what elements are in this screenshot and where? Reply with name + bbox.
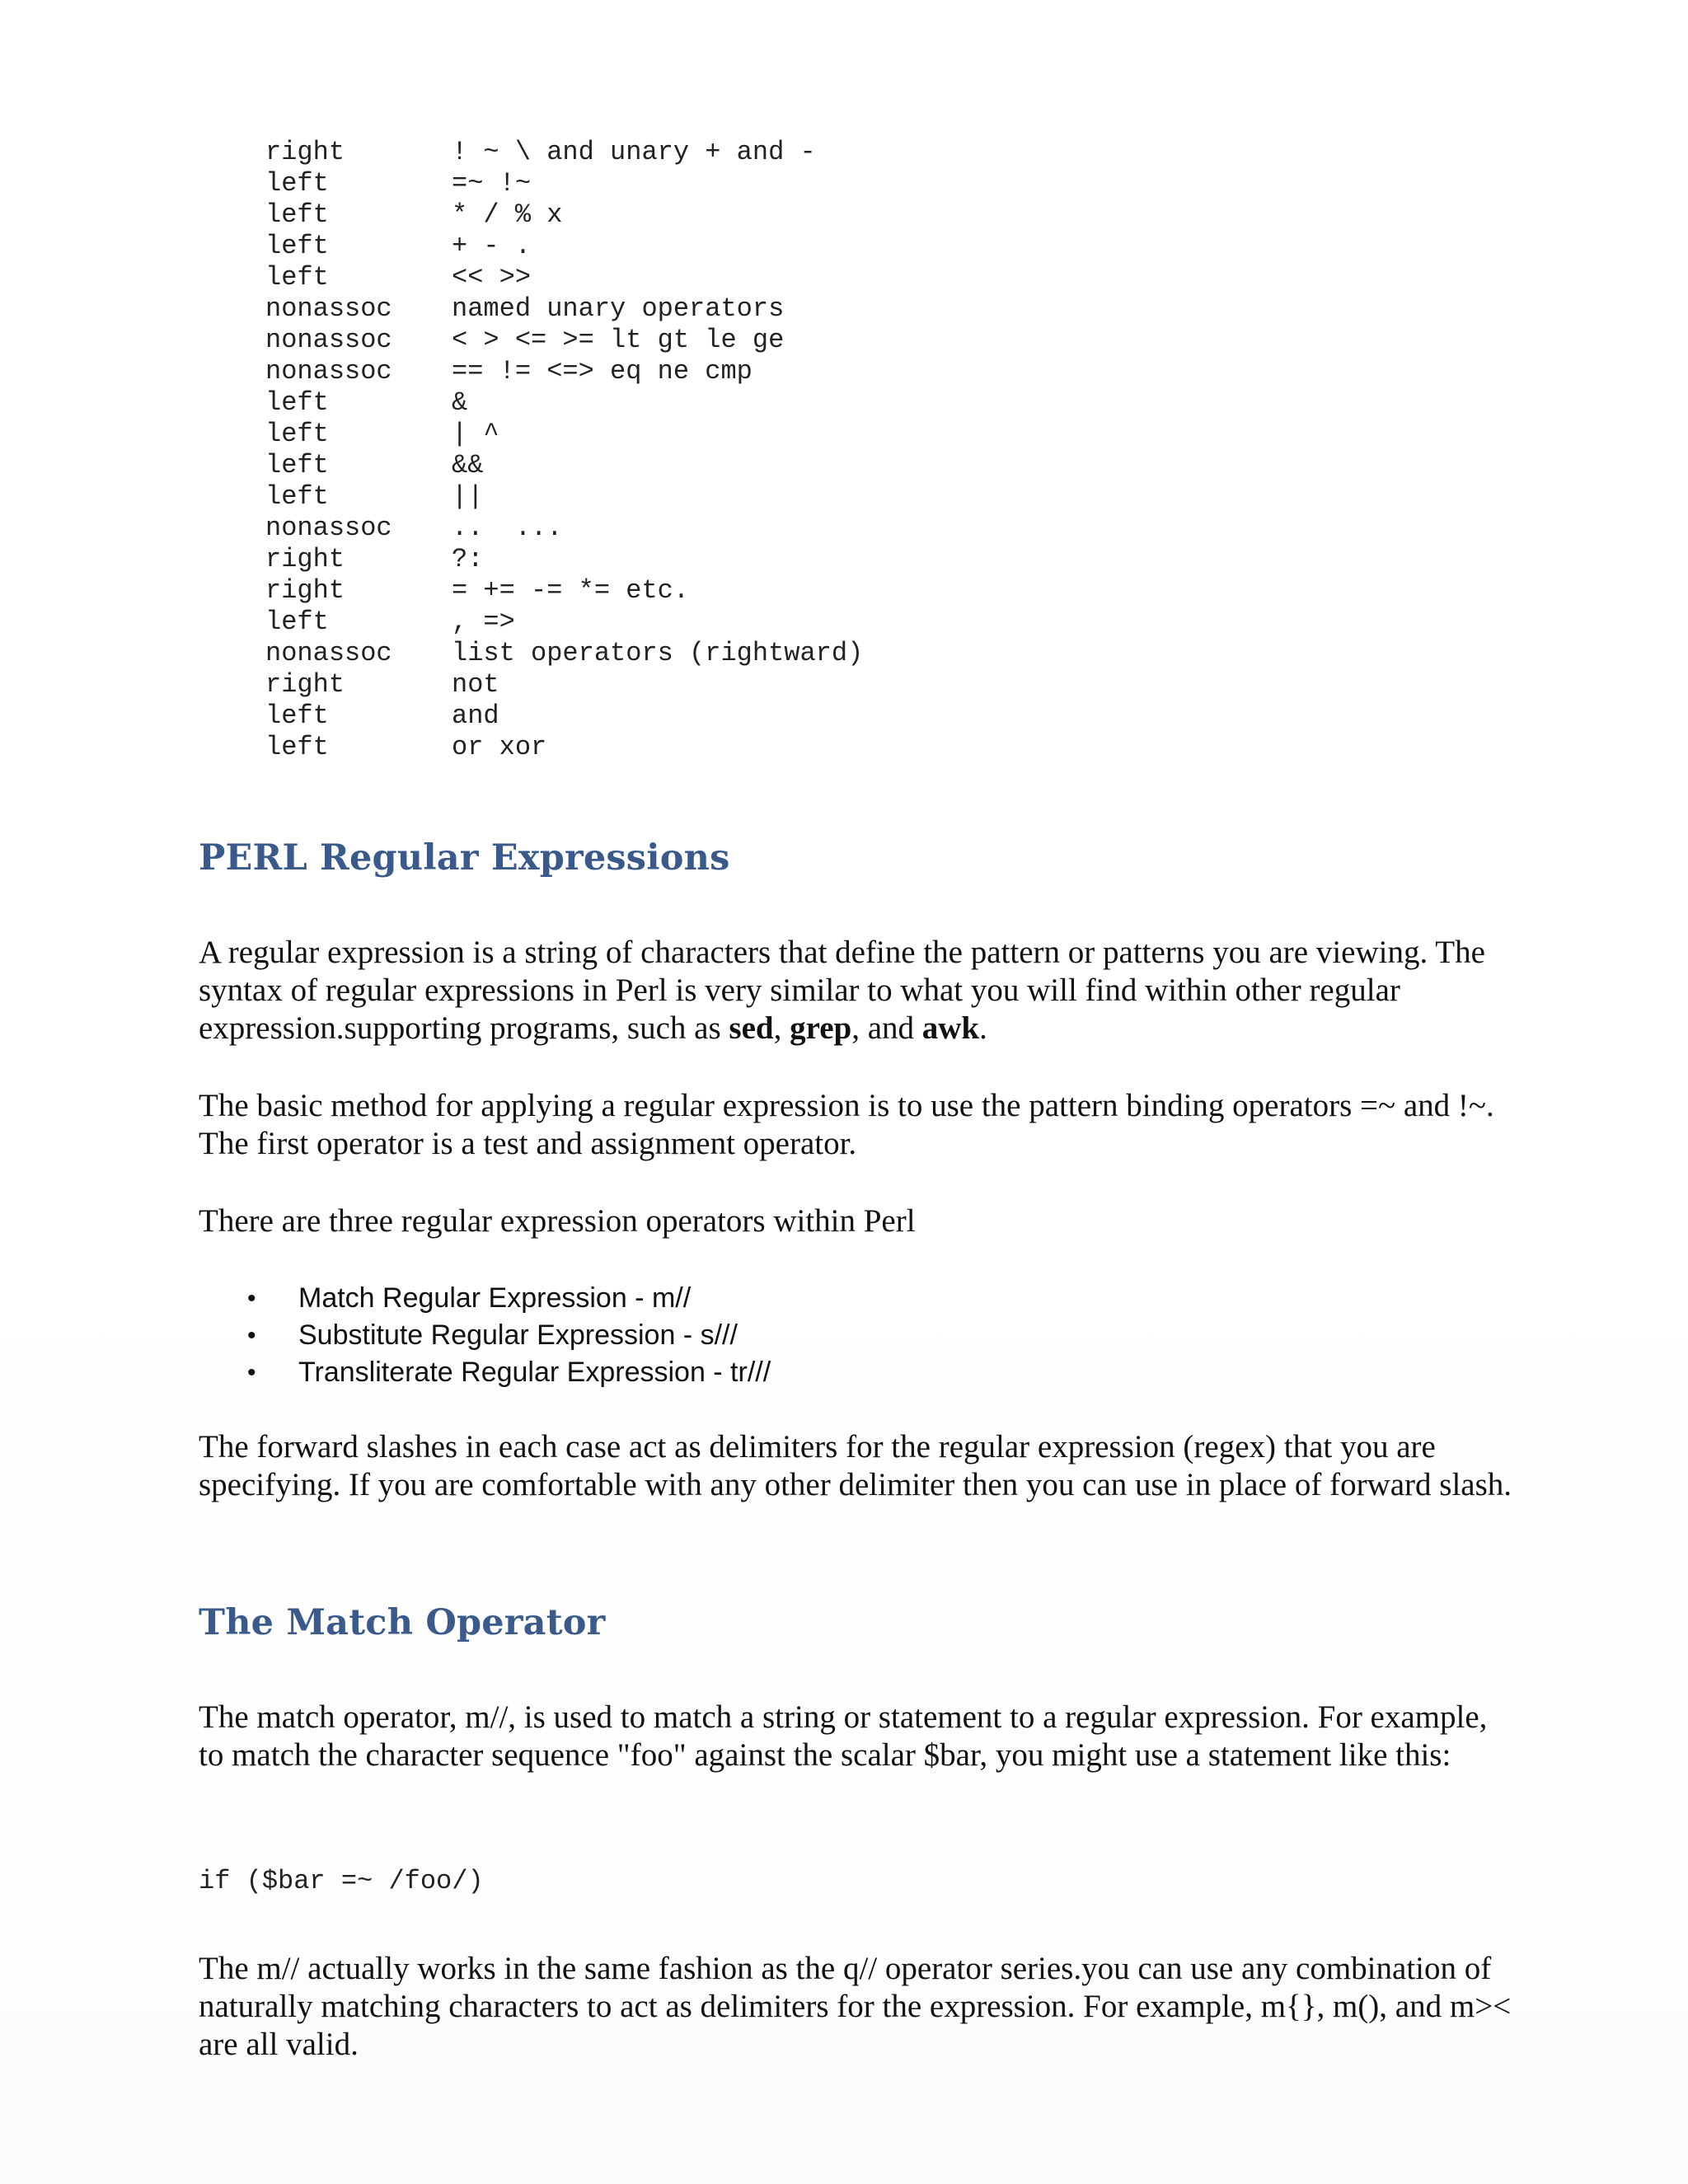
associativity-cell: left xyxy=(265,231,329,261)
paragraph-three-operators: There are three regular expression operators within Perl xyxy=(199,1203,916,1239)
list-item-text: Substitute Regular Expression - s/// xyxy=(298,1319,738,1351)
operators-cell: named unary operators xyxy=(452,293,785,324)
paragraph-delimiters: The forward slashes in each case act as delimiters for the regular expression (regex) that you are specifying. If you are comfortable with any other delimiter then you can use in place of forward slash. xyxy=(199,1429,1512,1502)
precedence-row xyxy=(265,669,863,701)
associativity-cell: left xyxy=(265,450,329,480)
precedence-row xyxy=(265,607,863,638)
operators-cell: or xor xyxy=(452,732,547,762)
precedence-row xyxy=(265,387,863,419)
list-item xyxy=(247,1354,771,1391)
section-heading-match-operator: The Match Operator xyxy=(199,1602,606,1643)
operators-cell: << >> xyxy=(452,262,532,293)
operators-cell: and xyxy=(452,701,499,731)
precedence-row xyxy=(265,450,863,481)
associativity-cell: right xyxy=(265,575,345,606)
associativity-cell: left xyxy=(265,481,329,512)
section-heading-perl-regex: PERL Regular Expressions xyxy=(199,837,730,879)
regex-operators-list xyxy=(247,1280,771,1391)
associativity-cell: nonassoc xyxy=(265,638,392,668)
precedence-row xyxy=(265,356,863,387)
list-item-text: Transliterate Regular Expression - tr/// xyxy=(298,1357,771,1388)
associativity-cell: left xyxy=(265,607,329,637)
precedence-row xyxy=(265,231,863,262)
paragraph-regex-intro xyxy=(199,934,1517,1047)
associativity-cell: left xyxy=(265,701,329,731)
operators-cell: & xyxy=(452,387,468,418)
precedence-row xyxy=(265,199,863,231)
code-example: if ($bar =~ /foo/) xyxy=(199,1866,484,1896)
associativity-cell: left xyxy=(265,732,329,762)
associativity-cell: nonassoc xyxy=(265,325,392,355)
associativity-cell: left xyxy=(265,199,329,230)
operators-cell: ?: xyxy=(452,544,484,574)
operators-cell: || xyxy=(452,481,484,512)
precedence-row xyxy=(265,513,863,544)
precedence-row xyxy=(265,481,863,513)
paragraph-match-intro: The match operator, m//, is used to match a string or statement to a regular expression. For example, to match the character sequence "foo" against the scalar $bar, you might use a statement like this: xyxy=(199,1699,1488,1773)
operators-cell: == != <=> eq ne cmp xyxy=(452,356,753,387)
operators-cell: + - . xyxy=(452,231,532,261)
precedence-row xyxy=(265,732,863,763)
paragraph-match-delimiters: The m// actually works in the same fashion as the q// operator series.you can use any combination of naturally matching characters to act as delimiters for the expression. For example, m{}, m(), and m>< are all valid. xyxy=(199,1951,1512,2062)
bullet-icon: • xyxy=(247,1359,256,1386)
precedence-row xyxy=(265,293,863,325)
bullet-icon: • xyxy=(247,1322,256,1349)
associativity-cell: left xyxy=(265,262,329,293)
separator-1: , xyxy=(773,1010,790,1046)
associativity-cell: nonassoc xyxy=(265,293,392,324)
precedence-row xyxy=(265,137,863,168)
associativity-cell: left xyxy=(265,419,329,449)
grep-term: grep xyxy=(790,1010,852,1046)
operators-cell: && xyxy=(452,450,484,480)
list-item-text: Match Regular Expression - m// xyxy=(298,1282,692,1314)
associativity-cell: left xyxy=(265,387,329,418)
associativity-cell: right xyxy=(265,544,345,574)
precedence-row xyxy=(265,701,863,732)
list-item xyxy=(247,1280,771,1317)
associativity-cell: right xyxy=(265,137,345,167)
operators-cell: = += -= *= etc. xyxy=(452,575,690,606)
operators-cell: .. ... xyxy=(452,513,563,543)
precedence-row xyxy=(265,544,863,575)
associativity-cell: left xyxy=(265,168,329,199)
precedence-row xyxy=(265,638,863,669)
operators-cell: list operators (rightward) xyxy=(452,638,864,668)
operators-cell: not xyxy=(452,669,499,700)
operators-cell: < > <= >= lt gt le ge xyxy=(452,325,785,355)
operators-cell: =~ !~ xyxy=(452,168,532,199)
associativity-cell: nonassoc xyxy=(265,356,392,387)
operators-cell: * / % x xyxy=(452,199,563,230)
precedence-row xyxy=(265,262,863,293)
precedence-row xyxy=(265,419,863,450)
precedence-row xyxy=(265,168,863,199)
precedence-row xyxy=(265,325,863,356)
operator-precedence-table xyxy=(265,137,863,763)
intro-text: A regular expression is a string of characters that define the pattern or patterns you are viewing. The syntax of regular expressions in Perl is very similar to what you will find within other regular expression.supporting programs, such as xyxy=(199,935,1485,1046)
paragraph-binding-operators: The basic method for applying a regular expression is to use the pattern binding operators =~ and !~. The first operator is a test and assignment operator. xyxy=(199,1088,1494,1161)
precedence-row xyxy=(265,575,863,607)
associativity-cell: nonassoc xyxy=(265,513,392,543)
operators-cell: ! ~ \ and unary + and - xyxy=(452,137,816,167)
separator-2: , and xyxy=(851,1010,922,1046)
awk-term: awk xyxy=(921,1010,980,1046)
sed-term: sed xyxy=(729,1010,774,1046)
operators-cell: | ^ xyxy=(452,419,499,449)
bullet-icon: • xyxy=(247,1285,256,1312)
associativity-cell: right xyxy=(265,669,345,700)
intro-end: . xyxy=(979,1010,987,1046)
list-item xyxy=(247,1317,771,1354)
operators-cell: , => xyxy=(452,607,515,637)
